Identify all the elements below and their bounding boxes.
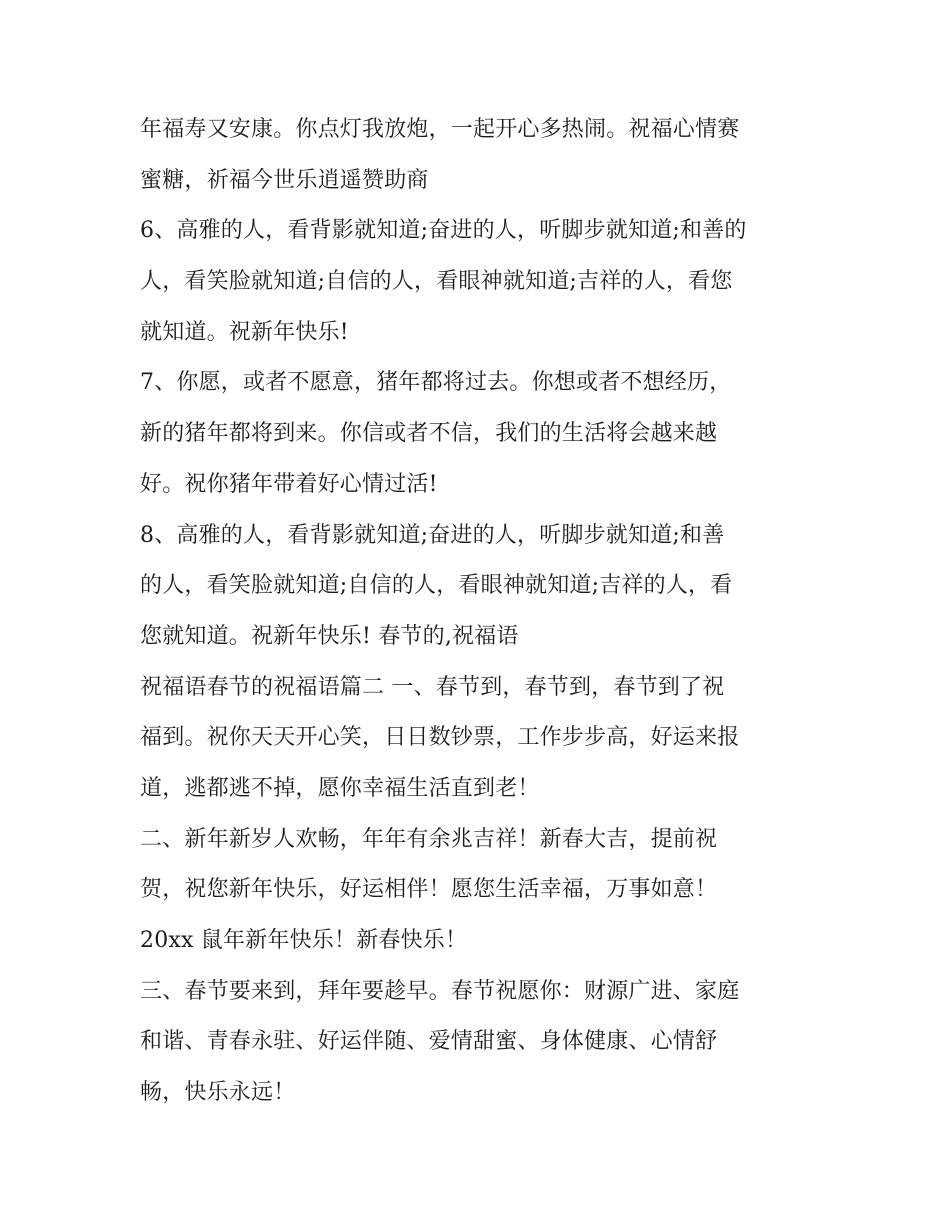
text-line: 畅，快乐永远！ [140, 1080, 296, 1106]
text-line: 和谐、青春永驻、好运伴随、爱情甜蜜、身体健康、心情舒 [140, 1029, 718, 1055]
text-line: 二、新年新岁人欢畅，年年有余兆吉祥！新春大吉，提前祝 [140, 826, 718, 852]
text-line: 就知道。祝新年快乐! [140, 319, 349, 345]
text-line: 新的猪年都将到来。你信或者不信，我们的生活将会越来越 [140, 421, 718, 447]
text-line: 福到。祝你天天开心笑，日日数钞票，工作步步高，好运来报 [140, 725, 740, 751]
text-line: 贺，祝您新年快乐，好运相伴！愿您生活幸福，万事如意！ [140, 877, 718, 903]
text-line: 人，看笑脸就知道;自信的人，看眼神就知道;吉祥的人，看您 [140, 269, 733, 295]
text-line: 好。祝你猪年带着好心情过活! [140, 471, 438, 497]
text-line: 三、春节要来到，拜年要趁早。春节祝愿你：财源广进、家庭 [140, 978, 740, 1004]
text-line: 蜜糖，祈福今世乐逍遥赞助商 [140, 167, 429, 193]
text-line: 8、高雅的人，看背影就知道;奋进的人，听脚步就知道;和善 [140, 522, 725, 548]
text-line: 7、你愿，或者不愿意，猪年都将过去。你想或者不想经历， [140, 370, 732, 396]
text-line: 年福寿又安康。你点灯我放炮，一起开心多热闹。祝福心情赛 [140, 117, 740, 142]
text-line: 的人，看笑脸就知道;自信的人，看眼神就知道;吉祥的人，看 [140, 573, 733, 599]
text-line: 20xx 鼠年新年快乐！新春快乐！ [140, 928, 468, 953]
text-line: 6、高雅的人，看背影就知道;奋进的人，听脚步就知道;和善的 [140, 218, 747, 244]
text-line: 您就知道。祝新年快乐! 春节的,祝福语 [140, 623, 519, 649]
document-body [140, 105, 820, 1119]
text-line: 道，逃都逃不掉，愿你幸福生活直到老！ [140, 775, 540, 801]
text-line: 祝福语春节的祝福语篇二 一、春节到，春节到，春节到了祝 [140, 674, 725, 700]
